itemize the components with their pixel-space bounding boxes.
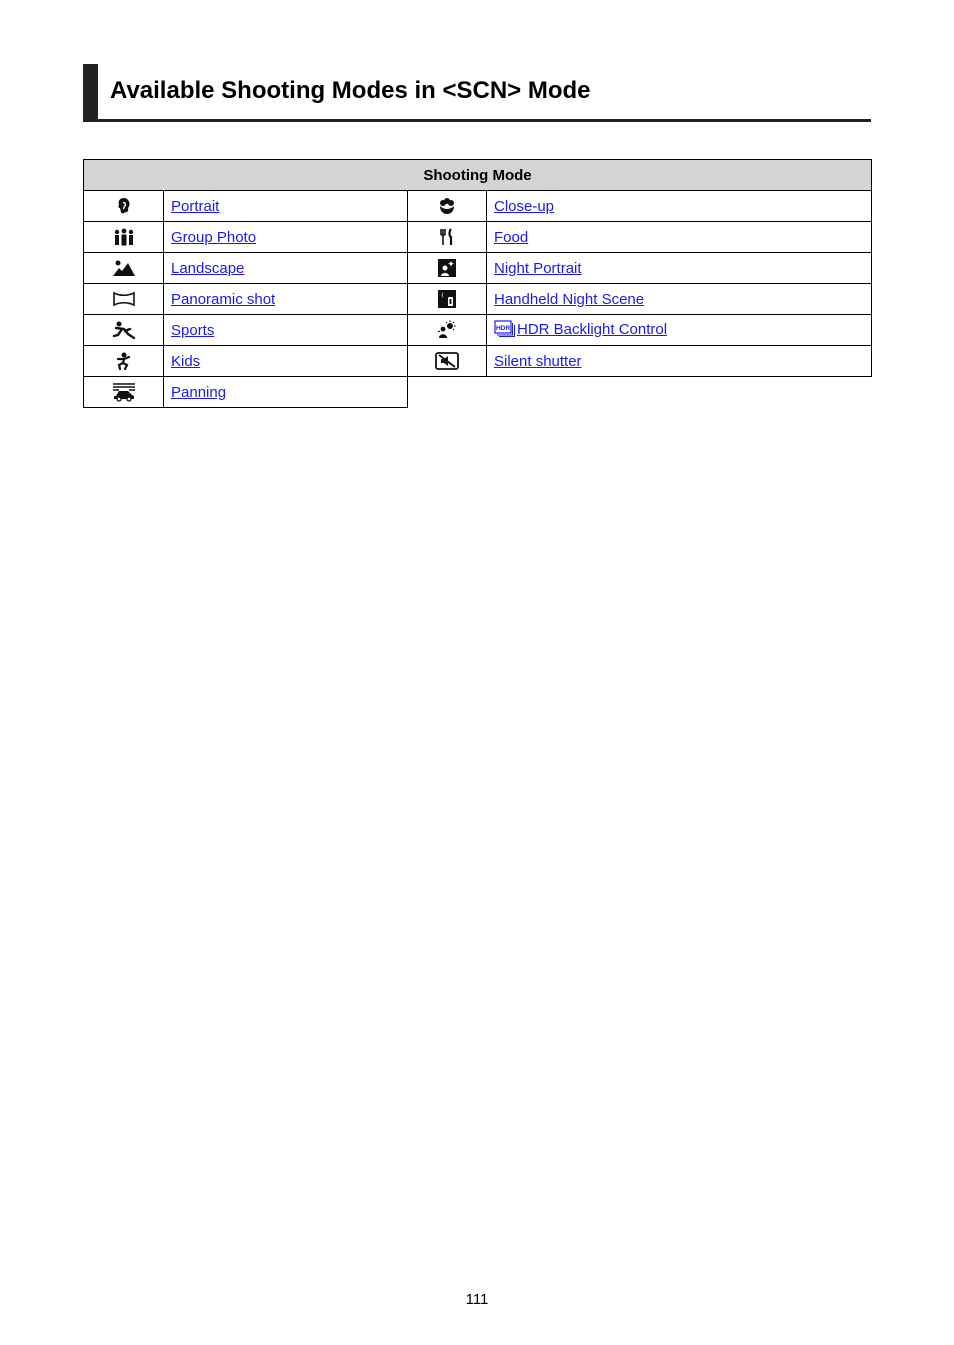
- close-up-icon: [408, 191, 487, 222]
- mode-link-sports[interactable]: Sports: [171, 321, 215, 339]
- table-row: [84, 315, 872, 346]
- table-row: [84, 222, 872, 253]
- mode-link-panning[interactable]: Panning: [171, 383, 227, 401]
- food-icon: [408, 222, 487, 253]
- mode-link-night-portrait[interactable]: Night Portrait: [494, 259, 582, 277]
- group-photo-icon: [84, 222, 164, 253]
- portrait-icon: [84, 191, 164, 222]
- table-row: [84, 284, 872, 315]
- mode-link-landscape[interactable]: Landscape: [171, 259, 245, 277]
- landscape-icon: [84, 253, 164, 284]
- page-number: 111: [465, 1291, 489, 1308]
- section-heading: [83, 64, 871, 122]
- mode-link-group-photo[interactable]: Group Photo: [171, 228, 257, 246]
- heading-accent-bar: [83, 64, 98, 119]
- panning-icon: [84, 377, 164, 408]
- handheld-night-icon: [408, 284, 487, 315]
- table-header: Shooting Mode: [84, 160, 872, 191]
- table-row: [84, 346, 872, 377]
- mode-link-kids[interactable]: Kids: [171, 352, 201, 370]
- sports-icon: [84, 315, 164, 346]
- mode-link-hdr-backlight-control[interactable]: [494, 321, 667, 338]
- svg-text:HDR: HDR: [495, 324, 511, 332]
- night-portrait-icon: [408, 253, 487, 284]
- panoramic-icon: [84, 284, 164, 315]
- table-row: [84, 253, 872, 284]
- mode-link-handheld-night-scene[interactable]: Handheld Night Scene: [494, 290, 645, 308]
- kids-icon: [84, 346, 164, 377]
- mode-link-label: HDR Backlight Control: [517, 320, 668, 338]
- silent-shutter-icon: [408, 346, 487, 377]
- mode-link-close-up[interactable]: Close-up: [494, 197, 555, 215]
- mode-link-silent-shutter[interactable]: Silent shutter: [494, 352, 582, 370]
- mode-link-portrait[interactable]: Portrait: [171, 197, 220, 215]
- mode-link-food[interactable]: Food: [494, 228, 529, 246]
- page-title: Available Shooting Modes in <SCN> Mode: [110, 77, 591, 104]
- shooting-modes-table: [83, 159, 872, 408]
- table-row: [84, 377, 872, 408]
- table-row: [84, 191, 872, 222]
- hdr-backlight-icon: [408, 315, 487, 346]
- hdr-icon: [494, 320, 516, 341]
- mode-link-panoramic-shot[interactable]: Panoramic shot: [171, 290, 276, 308]
